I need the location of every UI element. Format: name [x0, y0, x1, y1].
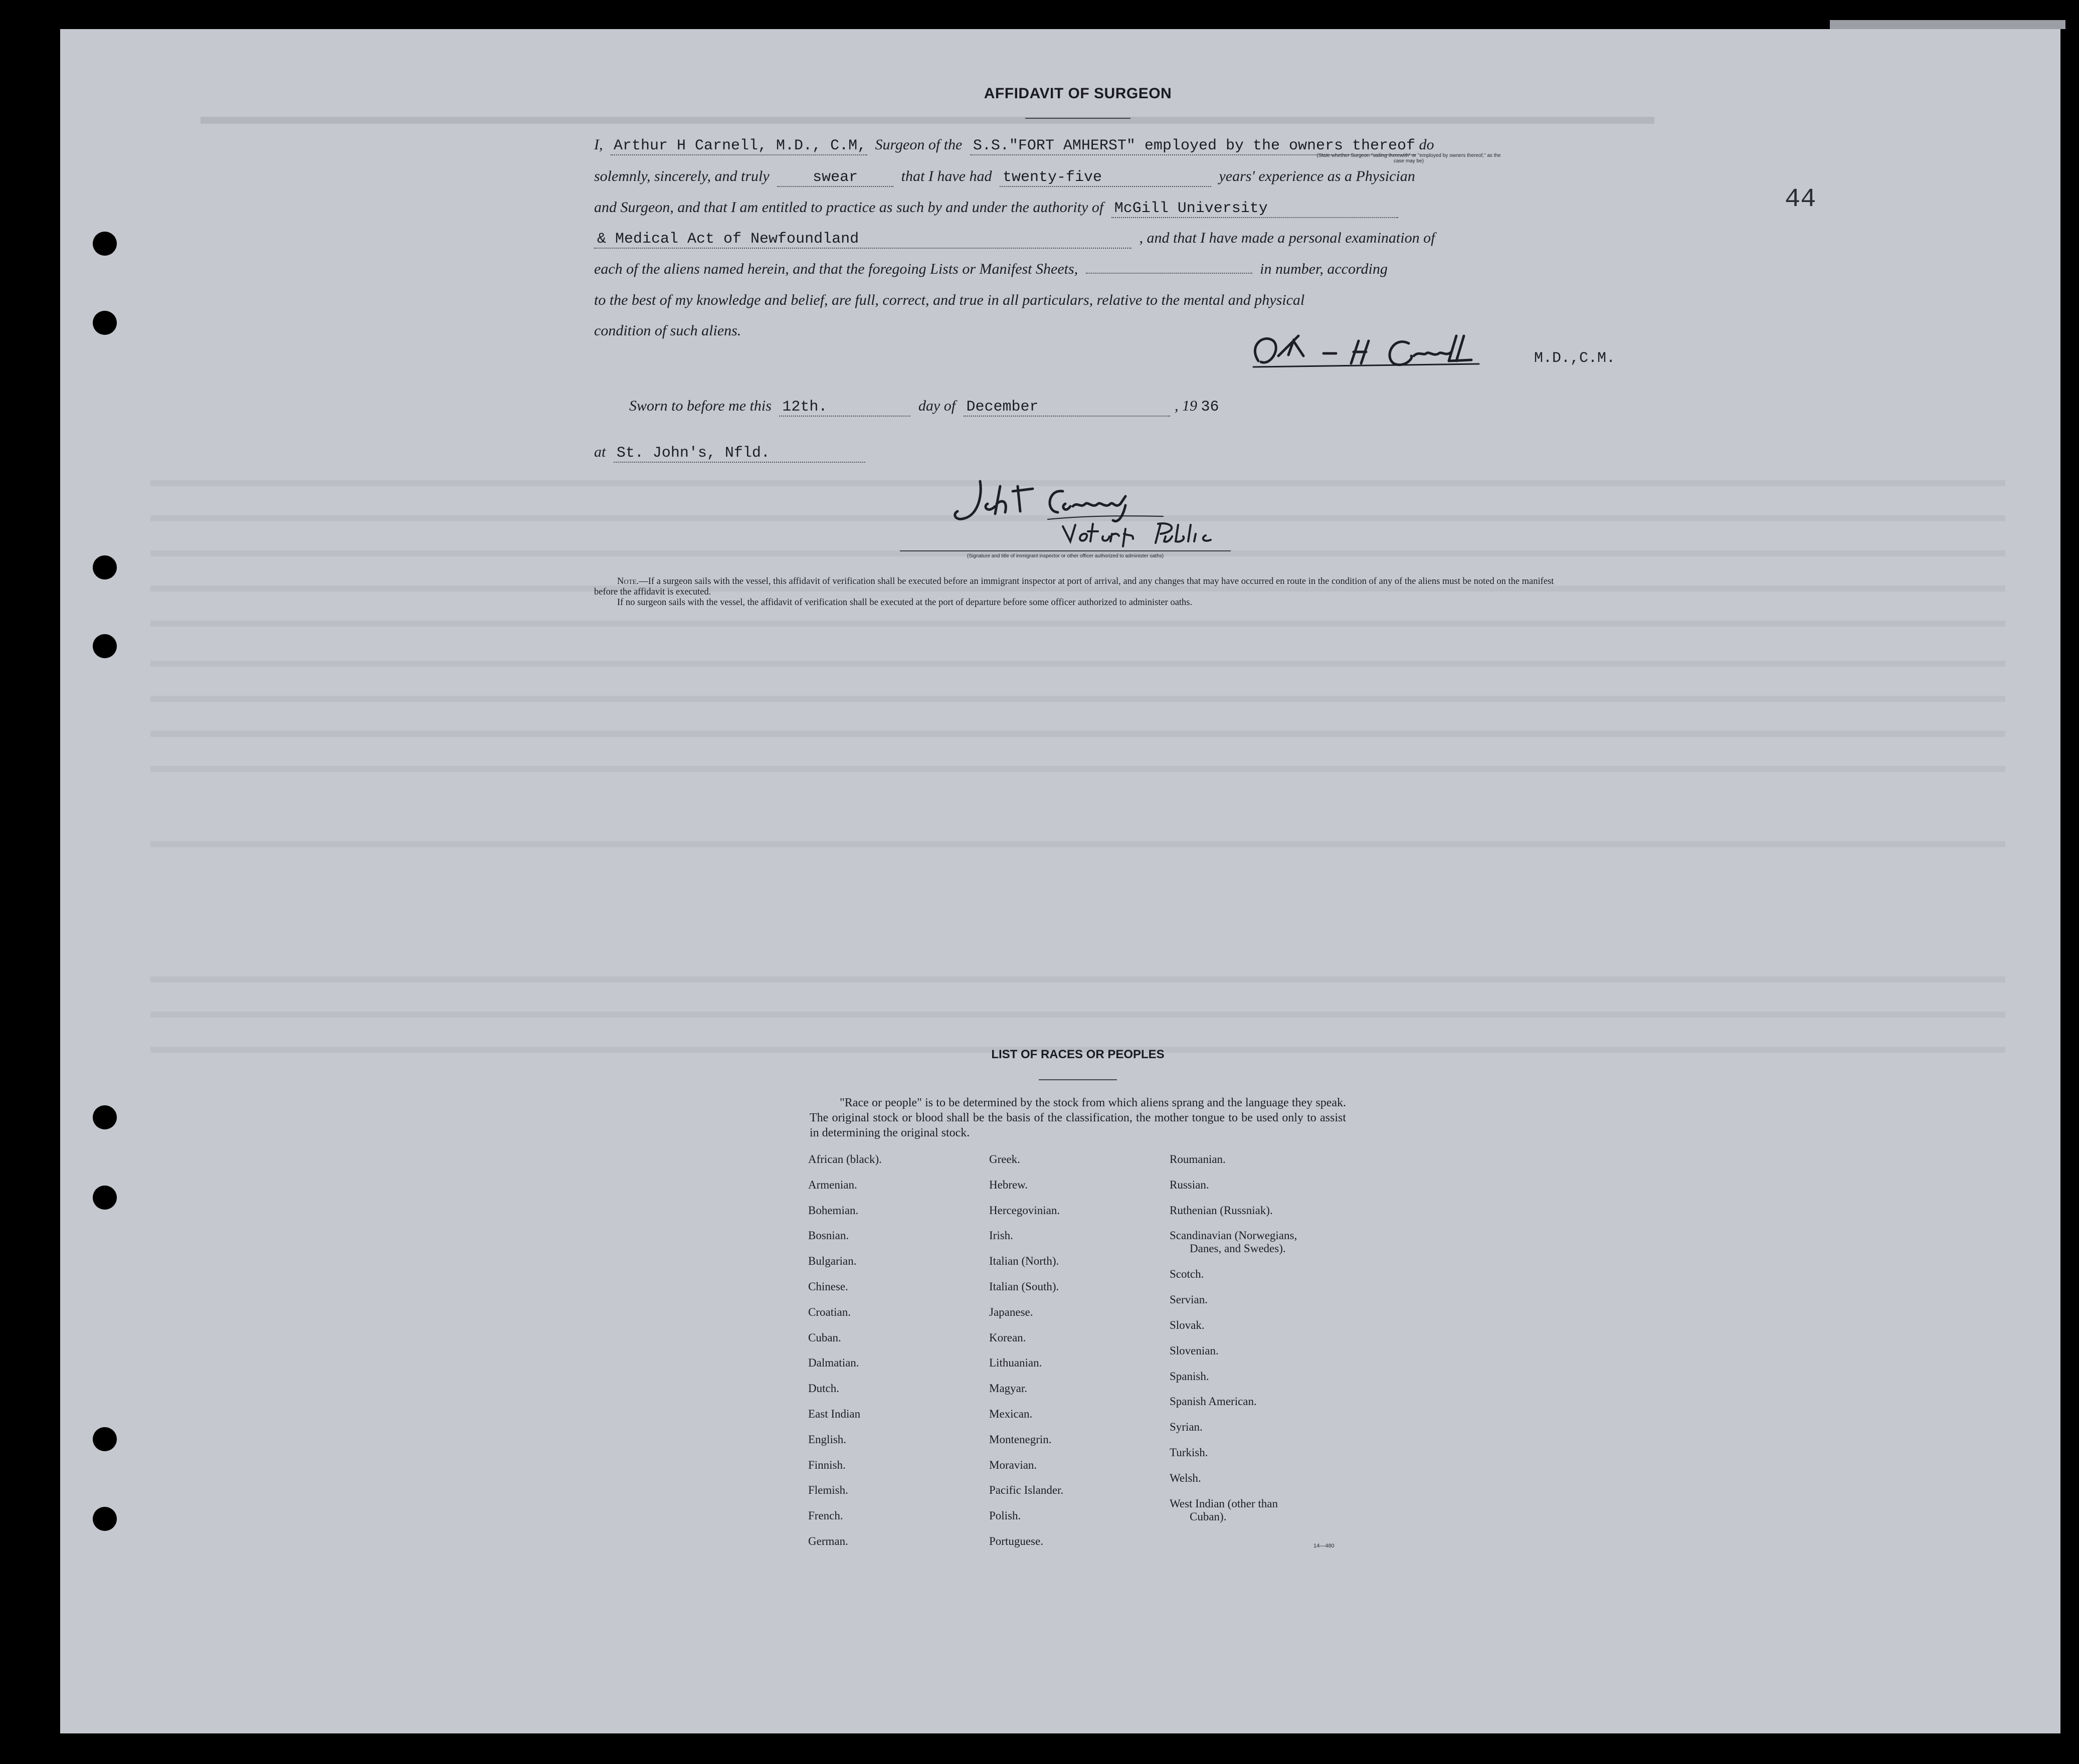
race-item: Dalmatian. [808, 1356, 859, 1369]
note-label: Note. [617, 576, 639, 586]
races-title-underline [1039, 1079, 1117, 1080]
affidavit-line-6 [594, 292, 1572, 322]
race-item-scandinavian [1170, 1229, 1297, 1268]
text: do [1419, 136, 1434, 153]
race-item: Greek. [989, 1153, 1020, 1165]
note-text-1: —If a surgeon sails with the vessel, this affidavit of verification shall be executed before an immigrant inspector at port of arrival, and any changes that may have occurred en route in the condition of any of the aliens must be noted on the manifest before the affidavit is executed. [594, 576, 1554, 597]
text: day of [918, 398, 956, 414]
text: I, [594, 136, 603, 153]
note-paragraph-1 [594, 576, 1572, 598]
text: Sworn to before me this [629, 398, 772, 414]
years-field: twenty-five [1000, 169, 1211, 187]
race-item: Polish. [989, 1509, 1021, 1522]
race-item: Croatian. [808, 1305, 851, 1318]
affidavit-line-3 [594, 199, 1572, 229]
race-item: Bohemian. [808, 1204, 859, 1217]
races-column-2 [989, 1153, 1063, 1560]
race-item: Irish. [989, 1229, 1013, 1242]
race-item: Syrian. [1170, 1421, 1203, 1434]
race-item: Japanese. [989, 1305, 1033, 1318]
race-item: Portuguese. [989, 1534, 1043, 1547]
race-item: Finnish. [808, 1458, 846, 1471]
race-item-line: West Indian (other than [1170, 1497, 1278, 1510]
race-item: Flemish. [808, 1484, 848, 1497]
text: in number, according [1260, 261, 1388, 277]
sheet-edge [1830, 20, 2065, 29]
race-item: Italian (North). [989, 1255, 1059, 1268]
punch-hole [93, 1427, 117, 1451]
race-item: Bosnian. [808, 1229, 849, 1242]
race-item: French. [808, 1509, 843, 1522]
race-item: Servian. [1170, 1293, 1208, 1306]
race-item: Ruthenian (Russniak). [1170, 1204, 1273, 1217]
race-item: East Indian [808, 1407, 861, 1420]
text: solemnly, sincerely, and truly [594, 168, 770, 184]
affidavit-line-5 [594, 261, 1572, 291]
text: years' experience as a Physician [1219, 168, 1415, 184]
race-item: Montenegrin. [989, 1433, 1052, 1446]
notary-signature-line [900, 550, 1231, 551]
sworn-line [629, 398, 1607, 428]
race-item-line: Danes, and Swedes). [1190, 1242, 1286, 1255]
race-item: Hercegovinian. [989, 1204, 1060, 1217]
page-number: 44 [1785, 184, 1816, 214]
race-item: Slovak. [1170, 1318, 1205, 1331]
race-item: Armenian. [808, 1178, 857, 1191]
text: Surgeon of the [875, 136, 963, 153]
race-item: Spanish American. [1170, 1395, 1257, 1408]
race-item: English. [808, 1433, 847, 1446]
race-item: Scotch. [1170, 1268, 1204, 1281]
sworn-place-line [594, 444, 1572, 474]
race-item-line: Cuban). [1190, 1510, 1227, 1523]
race-item: Slovenian. [1170, 1344, 1219, 1357]
text: condition of such aliens. [594, 322, 741, 339]
races-column-3 [1170, 1153, 1297, 1522]
race-item-line: Scandinavian (Norwegians, [1170, 1229, 1297, 1242]
races-intro: "Race or people" is to be determined by the stock from which aliens sprang and the language they speak. The original stock or blood shall be the basis of the classification, the mother tongue to be used only to assist in determining the original stock. [810, 1096, 1346, 1139]
signature-suffix: M.D.,C.M. [1534, 350, 1616, 367]
form-code: 14—480 [1313, 1543, 1335, 1549]
text: to the best of my knowledge and belief, are full, correct, and true in all particulars, relative to the mental and physical [594, 292, 1305, 308]
race-item: Bulgarian. [808, 1255, 857, 1268]
races-title: LIST OF RACES OR PEOPLES [991, 1048, 1165, 1061]
sworn-month-field: December [964, 399, 1170, 417]
race-item: Russian. [1170, 1178, 1209, 1191]
oath-type-field: swear [777, 169, 893, 187]
race-item: Korean. [989, 1331, 1026, 1344]
sheets-count-field [1086, 273, 1252, 274]
race-item: African (black). [808, 1153, 882, 1165]
punch-hole [93, 232, 117, 256]
race-item: Moravian. [989, 1458, 1037, 1471]
notary-title-handwriting [1058, 519, 1228, 549]
text: each of the aliens named herein, and that the foregoing Lists or Manifest Sheets, [594, 261, 1078, 277]
surgeon-signature [1243, 326, 1524, 376]
race-item-west-indian [1170, 1497, 1297, 1523]
race-item: Lithuanian. [989, 1356, 1042, 1369]
race-item: Cuban. [808, 1331, 841, 1344]
race-item: Welsh. [1170, 1471, 1201, 1484]
race-item: Spanish. [1170, 1369, 1209, 1383]
text: , and that I have made a personal examination of [1139, 230, 1435, 246]
race-item: Roumanian. [1170, 1153, 1226, 1165]
authority-field-1: McGill University [1111, 200, 1398, 218]
text: , 19 [1175, 398, 1198, 414]
race-item: Pacific Islander. [989, 1484, 1064, 1497]
punch-hole [93, 1186, 117, 1210]
sworn-place-field: St. John's, Nfld. [614, 445, 865, 463]
race-item: Dutch. [808, 1382, 839, 1395]
race-item: Hebrew. [989, 1178, 1028, 1191]
title-underline [1025, 118, 1130, 119]
race-item: Turkish. [1170, 1446, 1208, 1459]
race-item: Italian (South). [989, 1280, 1059, 1293]
sailing-note: (State whether Surgeon "sailing therewith" or "employed by owners thereof," as the case may be) [1316, 153, 1501, 164]
text: that I have had [901, 168, 992, 184]
sworn-day-field: 12th. [779, 399, 910, 417]
punch-hole [93, 311, 117, 335]
punch-hole [93, 555, 117, 579]
affidavit-line-4 [594, 230, 1572, 260]
race-item: Chinese. [808, 1280, 848, 1293]
authority-field-2: & Medical Act of Newfoundland [594, 231, 1131, 249]
affidavit-line-2 [594, 168, 1572, 198]
sworn-year-field: 36 [1201, 399, 1219, 416]
race-item: German. [808, 1534, 848, 1547]
text: at [594, 444, 606, 460]
punch-hole [93, 1105, 117, 1129]
note-text-2: If no surgeon sails with the vessel, the affidavit of verification shall be executed at the port of departure before some officer authorized to administer oaths. [617, 598, 1193, 608]
notary-caption: (Signature and title of immigrant inspector or other officer authorized to administer oaths) [967, 553, 1164, 559]
punch-hole [93, 634, 117, 658]
race-item: Magyar. [989, 1382, 1028, 1395]
surgeon-note [594, 576, 1572, 608]
punch-hole [93, 1507, 117, 1531]
surgeon-name-field: Arthur H Carnell, M.D., C.M, [611, 137, 867, 155]
race-item: Mexican. [989, 1407, 1033, 1420]
ship-name-field: S.S."FORT AMHERST" employed by the owners thereof [970, 137, 1415, 155]
affidavit-title: AFFIDAVIT OF SURGEON [984, 85, 1172, 102]
text: and Surgeon, and that I am entitled to practice as such by and under the authority of [594, 199, 1104, 216]
races-column-1 [808, 1153, 882, 1560]
